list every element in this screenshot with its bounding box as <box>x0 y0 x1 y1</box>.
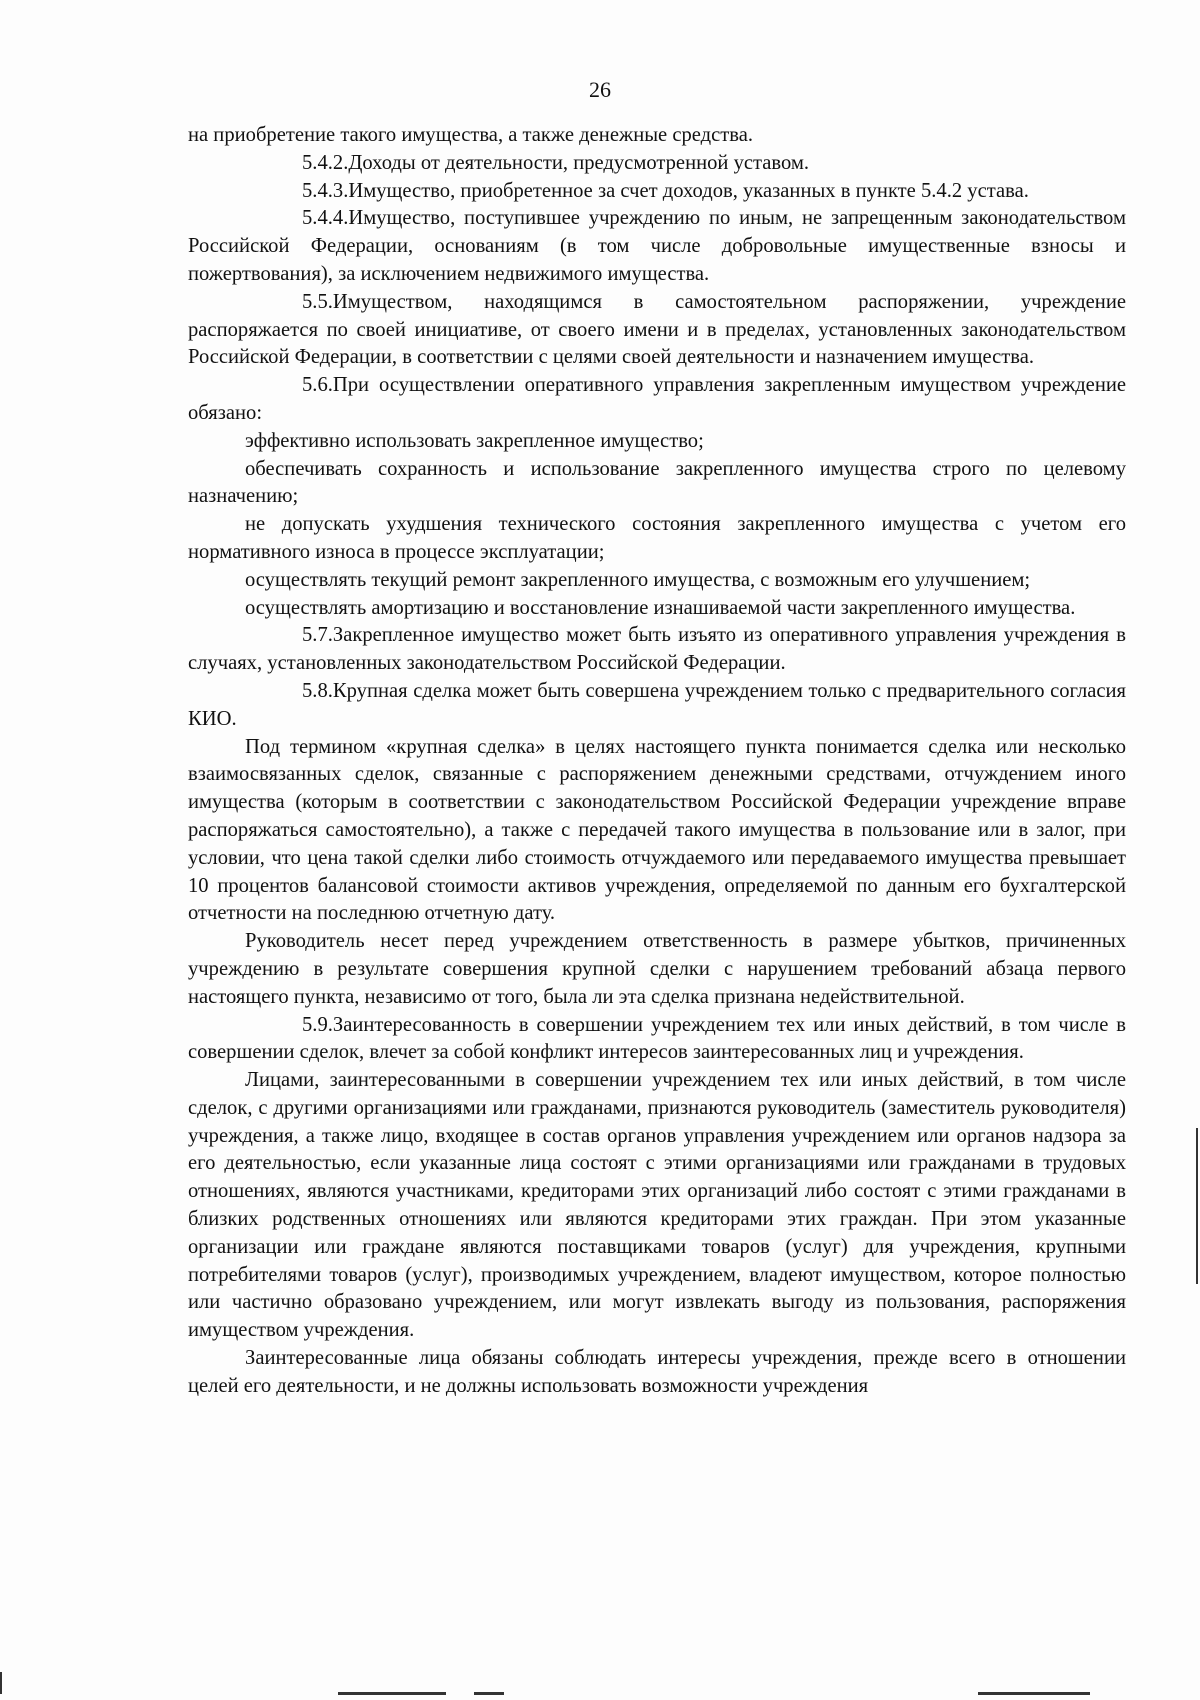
clause-number: 5.4.3. <box>302 179 349 202</box>
paragraph <box>188 1067 1126 1345</box>
paragraph-text: Крупная сделка может быть совершена учреждением только с предварительного согласия КИО. <box>188 679 1126 730</box>
clause-number: 5.8. <box>302 679 333 702</box>
clause-number: 5.7. <box>302 624 333 647</box>
paragraph-text: не допускать ухудшения технического состояния закрепленного имущества с учетом его нормативного износа в процессе эксплуатации; <box>188 513 1126 563</box>
paragraph <box>188 928 1126 1011</box>
paragraph <box>188 734 1126 929</box>
clause-number: 5.9. <box>302 1013 333 1036</box>
clause-5-4-2 <box>188 150 1126 178</box>
paragraph-text: При осуществлении оперативного управления закрепленным имуществом учреждение обязано: <box>188 374 1126 424</box>
clause-number: 5.6. <box>302 374 333 397</box>
paragraph-text: осуществлять амортизацию и восстановление изнашиваемой части закрепленного имущества. <box>245 596 1076 619</box>
paragraph-text: Имуществом, находящимся в самостоятельном распоряжении, учреждение распоряжается по своей инициативе, от своего имени и в пределах, установленных законодательством Российской Федерации, в соответствии с целями своей деятельности и назначением имущества. <box>188 290 1126 369</box>
paragraph-text: обеспечивать сохранность и использование закрепленного имущества строго по целевому назначению; <box>188 457 1126 508</box>
clause-5-6 <box>188 372 1126 428</box>
obligation-item <box>188 567 1126 595</box>
paragraph-text: Закрепленное имущество может быть изъято из оперативного управления учреждения в случаях, установленных законодательством Российской Федерации. <box>188 624 1126 675</box>
scan-edge-mark <box>978 1692 1090 1695</box>
scan-edge-mark <box>0 1672 2 1694</box>
clause-5-4-3 <box>188 178 1126 206</box>
obligation-item <box>188 511 1126 567</box>
clause-5-9 <box>188 1012 1126 1068</box>
paragraph-text: Под термином «крупная сделка» в целях настоящего пункта понимается сделка или несколько взаимосвязанных сделок, связанные с распоряжением денежными средствами, отчуждением иного имущества (которым в соответствии с законодательством Российской Федерации учреждение вправе распоряжаться самостоятельно), а также с передачей такого имущества в пользование или в залог, при условии, что цена такой сделки либо стоимость отчуждаемого или передаваемого имущества превышает 10 процентов балансовой стоимости активов учреждения, определяемой по данным его бухгалтерской отчетности на последнюю отчетную дату. <box>188 735 1126 925</box>
paragraph <box>188 1345 1126 1401</box>
page-number: 26 <box>589 77 611 102</box>
paragraph-text: на приобретение такого имущества, а также денежные средства. <box>188 124 754 146</box>
clause-number: 5.4.2. <box>302 151 349 174</box>
document-body <box>188 122 1126 1401</box>
obligation-item <box>188 456 1126 512</box>
paragraph-continuation <box>188 122 1126 150</box>
paragraph-text: Имущество, поступившее учреждению по иным, не запрещенным законодательством Российской Федерации, основаниям (в том числе добровольные имущественные взносы и пожертвования), за исключением недвижимого имущества. <box>188 207 1126 285</box>
obligation-item <box>188 428 1126 456</box>
paragraph-text: осуществлять текущий ремонт закрепленного имущества, с возможным его улучшением; <box>245 568 1031 591</box>
clause-number: 5.5. <box>302 290 333 313</box>
clause-5-5 <box>188 289 1126 372</box>
paragraph-text: Заинтересованность в совершении учреждением тех или иных действий, в том числе в совершении сделок, влечет за собой конфликт интересов заинтересованных лиц и учреждения. <box>188 1013 1126 1064</box>
obligation-item <box>188 595 1126 623</box>
clause-5-8 <box>188 678 1126 734</box>
clause-5-4-4 <box>188 205 1126 288</box>
scan-edge-mark <box>338 1692 446 1695</box>
paragraph-text: Лицами, заинтересованными в совершении учреждением тех или иных действий, в том числе сделок, с другими организациями или гражданами, признаются руководитель (заместитель руководителя) учреждения, а также лицо, входящее в состав органов управления учреждением или органов надзора за его деятельностью, если указанные лица состоят с этими организациями или гражданами в трудовых отношениях, являются участниками, кредиторами этих организаций либо состоят с этими гражданами в близких родственных отношениях или являются кредиторами этих граждан. При этом указанные организации или граждане являются поставщиками товаров (услуг) для учреждения, крупными потребителями товаров (услуг), производимых учреждением, владеют имуществом, которое полностью или частично образовано учреждением, или могут извлекать выгоду из пользования, распоряжения имуществом учреждения. <box>188 1069 1126 1342</box>
scan-edge-mark <box>474 1692 504 1695</box>
clause-5-7 <box>188 622 1126 678</box>
paragraph-text: Заинтересованные лица обязаны соблюдать интересы учреждения, прежде всего в отношении целей его деятельности, и не должны использовать возможности учреждения <box>188 1347 1126 1397</box>
paragraph-text: эффективно использовать закрепленное имущество; <box>245 429 704 452</box>
paragraph-text: Руководитель несет перед учреждением ответственность в размере убытков, причиненных учреждению в результате совершения крупной сделки с нарушением требований абзаца первого настоящего пункта, независимо от того, была ли эта сделка признана недействительной. <box>188 930 1126 1008</box>
scan-edge-mark <box>1196 1128 1198 1284</box>
clause-number: 5.4.4. <box>302 207 349 230</box>
paragraph-text: Доходы от деятельности, предусмотренной уставом. <box>348 151 810 174</box>
paragraph-text: Имущество, приобретенное за счет доходов, указанных в пункте 5.4.2 устава. <box>348 179 1029 202</box>
